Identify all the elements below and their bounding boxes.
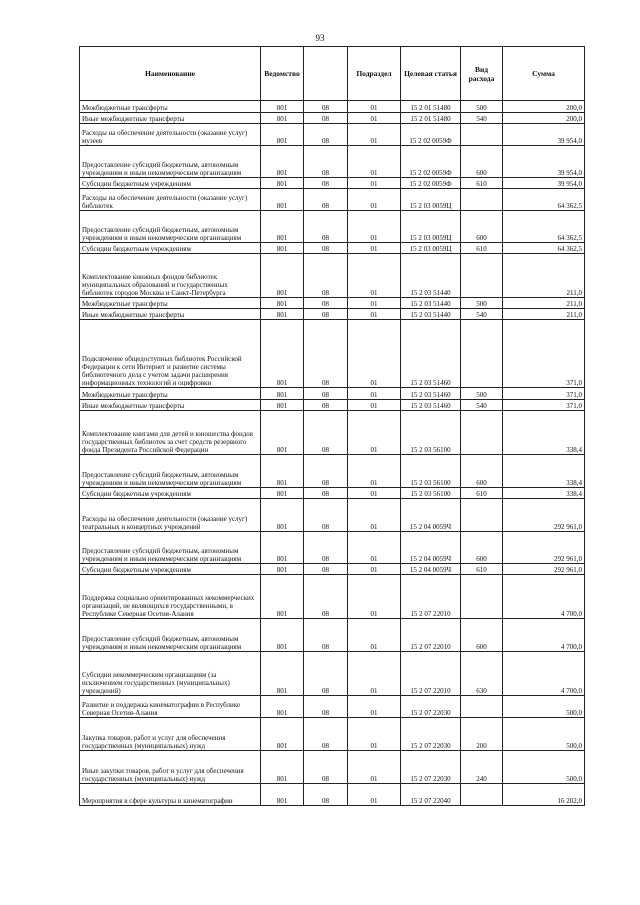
row-target: 15 2 07 22010	[401, 575, 461, 619]
row-sum: 211,0	[503, 309, 585, 320]
row-subsection: 01	[348, 243, 401, 254]
row-kind: 540	[461, 400, 503, 411]
row-department: 801	[261, 211, 304, 243]
row-subsection: 01	[348, 309, 401, 320]
row-name: Иные закупки товаров, работ и услуг для обеспечения государственных (муниципальных) нужд	[80, 751, 261, 784]
table-row	[80, 488, 585, 499]
row-department: 801	[261, 575, 304, 619]
row-department: 801	[261, 113, 304, 124]
row-subsection: 01	[348, 254, 401, 298]
page-number: 93	[315, 33, 325, 43]
row-subsection: 01	[348, 696, 401, 718]
row-target: 15 2 03 0059Ц	[401, 189, 461, 211]
row-kind	[461, 124, 503, 146]
table-body	[80, 101, 585, 806]
row-target: 15 2 07 22030	[401, 751, 461, 784]
row-name: Расходы на обеспечение деятельности (оказание услуг) театральных и концертных учреждений	[80, 499, 261, 532]
table-row	[80, 298, 585, 309]
row-kind: 610	[461, 243, 503, 254]
row-sum: 64 362,5	[503, 189, 585, 211]
table-row	[80, 113, 585, 124]
row-target: 15 2 07 22010	[401, 652, 461, 696]
row-subsection: 01	[348, 113, 401, 124]
table-row	[80, 124, 585, 146]
row-department: 801	[261, 388, 304, 400]
row-section: 08	[304, 388, 348, 400]
row-department: 801	[261, 619, 304, 652]
header-section	[304, 47, 348, 101]
row-department: 801	[261, 532, 304, 564]
header-sum: Сумма	[503, 47, 585, 101]
table-row	[80, 751, 585, 784]
row-sum: 500,0	[503, 718, 585, 751]
row-section: 08	[304, 652, 348, 696]
row-department: 801	[261, 411, 304, 455]
row-sum: 371,0	[503, 320, 585, 388]
row-kind: 500	[461, 388, 503, 400]
row-sum: 39 954,0	[503, 146, 585, 178]
budget-table	[79, 46, 585, 806]
row-subsection: 01	[348, 211, 401, 243]
row-target: 15 2 03 51460	[401, 400, 461, 411]
row-kind: 540	[461, 309, 503, 320]
row-name: Субсидии бюджетным учреждениям	[80, 178, 261, 189]
row-kind: 610	[461, 178, 503, 189]
row-sum: 4 700,0	[503, 652, 585, 696]
row-department: 801	[261, 146, 304, 178]
table-row	[80, 243, 585, 254]
row-name: Межбюджетные трансферты	[80, 388, 261, 400]
row-department: 801	[261, 784, 304, 806]
row-kind: 600	[461, 146, 503, 178]
row-subsection: 01	[348, 178, 401, 189]
row-department: 801	[261, 243, 304, 254]
row-kind: 600	[461, 211, 503, 243]
table-row	[80, 400, 585, 411]
row-kind	[461, 575, 503, 619]
row-section: 08	[304, 751, 348, 784]
row-kind: 600	[461, 532, 503, 564]
row-sum: 200,0	[503, 101, 585, 113]
row-kind: 500	[461, 101, 503, 113]
row-target: 15 2 04 0059Ч	[401, 532, 461, 564]
header-department: Ведомство	[261, 47, 304, 101]
table-row	[80, 178, 585, 189]
row-department: 801	[261, 455, 304, 488]
table-row	[80, 532, 585, 564]
row-sum: 64 362,5	[503, 243, 585, 254]
table-row	[80, 146, 585, 178]
row-subsection: 01	[348, 532, 401, 564]
row-section: 08	[304, 411, 348, 455]
row-name: Мероприятия в сфере культуры и кинематографии	[80, 784, 261, 806]
row-name: Субсидии некоммерческим организациям (за исключением государственных (муниципальных) учреждений)	[80, 652, 261, 696]
row-name: Субсидии бюджетным учреждениям	[80, 488, 261, 499]
row-name: Расходы на обеспечение деятельности (оказание услуг) библиотек	[80, 189, 261, 211]
row-name: Комплектование книжных фондов библиотек муниципальных образований и государственных библиотек городов Москвы и Санкт-Петербурга	[80, 254, 261, 298]
row-kind	[461, 499, 503, 532]
row-kind: 240	[461, 751, 503, 784]
row-section: 08	[304, 146, 348, 178]
row-name: Субсидии бюджетным учреждениям	[80, 564, 261, 575]
row-subsection: 01	[348, 499, 401, 532]
row-target: 15 2 03 56100	[401, 455, 461, 488]
row-sum: 292 961,0	[503, 499, 585, 532]
row-name: Подключение общедоступных библиотек Российской Федерации к сети Интернет и развитие системы библиотечного дела с учетом задачи расширения информационных технологий и оцифровки	[80, 320, 261, 388]
row-target: 15 2 03 0059Ц	[401, 243, 461, 254]
row-sum: 16 202,0	[503, 784, 585, 806]
row-kind: 630	[461, 652, 503, 696]
row-subsection: 01	[348, 455, 401, 488]
row-section: 08	[304, 499, 348, 532]
row-name: Комплектование книгами для детей и юношества фондов государственных библиотек за счет средств резервного фонда Президента Российской Федерации	[80, 411, 261, 455]
row-subsection: 01	[348, 718, 401, 751]
row-section: 08	[304, 564, 348, 575]
row-target: 15 2 03 56100	[401, 488, 461, 499]
table-row	[80, 320, 585, 388]
table-row	[80, 211, 585, 243]
header-kind: Вид расхода	[461, 47, 503, 101]
row-name: Иные межбюджетные трансферты	[80, 309, 261, 320]
row-sum: 4 700,0	[503, 619, 585, 652]
row-kind: 610	[461, 564, 503, 575]
row-department: 801	[261, 488, 304, 499]
row-target: 15 2 03 0059Ц	[401, 211, 461, 243]
row-target: 15 2 03 51460	[401, 320, 461, 388]
row-sum: 371,0	[503, 400, 585, 411]
row-section: 08	[304, 784, 348, 806]
row-sum: 338,4	[503, 455, 585, 488]
row-subsection: 01	[348, 784, 401, 806]
row-subsection: 01	[348, 619, 401, 652]
row-name: Предоставление субсидий бюджетным, автономным учреждениям и иным некоммерческим организациям	[80, 619, 261, 652]
table-row	[80, 254, 585, 298]
row-subsection: 01	[348, 146, 401, 178]
row-section: 08	[304, 309, 348, 320]
row-subsection: 01	[348, 488, 401, 499]
row-section: 08	[304, 455, 348, 488]
row-department: 801	[261, 751, 304, 784]
row-target: 15 2 03 51440	[401, 298, 461, 309]
row-name: Закупка товаров, работ и услуг для обеспечения государственных (муниципальных) нужд	[80, 718, 261, 751]
row-kind	[461, 189, 503, 211]
header-target: Целевая статья	[401, 47, 461, 101]
row-target: 15 2 03 51460	[401, 388, 461, 400]
row-kind	[461, 411, 503, 455]
row-sum: 338,4	[503, 411, 585, 455]
table-row	[80, 696, 585, 718]
row-subsection: 01	[348, 411, 401, 455]
row-department: 801	[261, 718, 304, 751]
table-row	[80, 575, 585, 619]
row-sum: 292 961,0	[503, 532, 585, 564]
row-department: 801	[261, 400, 304, 411]
row-sum: 4 700,0	[503, 575, 585, 619]
row-section: 08	[304, 488, 348, 499]
row-section: 08	[304, 619, 348, 652]
row-subsection: 01	[348, 564, 401, 575]
row-kind: 540	[461, 113, 503, 124]
row-target: 15 2 07 22030	[401, 718, 461, 751]
row-kind: 500	[461, 298, 503, 309]
table-row	[80, 455, 585, 488]
row-target: 15 2 07 22040	[401, 784, 461, 806]
row-name: Поддержка социально ориентированных некоммерческих организаций, не являющихся государственными, в Республике Северная Осетия-Алания	[80, 575, 261, 619]
row-department: 801	[261, 254, 304, 298]
row-section: 08	[304, 178, 348, 189]
row-subsection: 01	[348, 575, 401, 619]
row-name: Расходы на обеспечение деятельности (оказание услуг) музеев	[80, 124, 261, 146]
row-sum: 500,0	[503, 696, 585, 718]
table-header-row	[80, 47, 585, 101]
row-name: Межбюджетные трансферты	[80, 101, 261, 113]
row-name: Иные межбюджетные трансферты	[80, 113, 261, 124]
row-department: 801	[261, 124, 304, 146]
row-sum: 500,0	[503, 751, 585, 784]
row-kind: 610	[461, 488, 503, 499]
table-row	[80, 619, 585, 652]
row-sum: 211,0	[503, 298, 585, 309]
table-row	[80, 564, 585, 575]
row-section: 08	[304, 575, 348, 619]
row-department: 801	[261, 178, 304, 189]
row-kind: 600	[461, 455, 503, 488]
row-sum: 39 954,0	[503, 124, 585, 146]
row-department: 801	[261, 189, 304, 211]
row-department: 801	[261, 499, 304, 532]
table-row	[80, 499, 585, 532]
row-sum: 39 954,0	[503, 178, 585, 189]
table-row	[80, 411, 585, 455]
row-kind	[461, 784, 503, 806]
row-kind	[461, 320, 503, 388]
row-name: Предоставление субсидий бюджетным, автономным учреждениям и иным некоммерческим организациям	[80, 455, 261, 488]
row-target: 15 2 01 51480	[401, 113, 461, 124]
row-sum: 211,0	[503, 254, 585, 298]
row-sum: 292 961,0	[503, 564, 585, 575]
row-kind: 600	[461, 619, 503, 652]
row-subsection: 01	[348, 400, 401, 411]
row-name: Развитие и поддержка кинематографии в Республике Северная Осетия-Алания	[80, 696, 261, 718]
row-name: Субсидии бюджетным учреждениям	[80, 243, 261, 254]
row-section: 08	[304, 101, 348, 113]
table-row	[80, 652, 585, 696]
row-subsection: 01	[348, 101, 401, 113]
row-subsection: 01	[348, 298, 401, 309]
row-section: 08	[304, 211, 348, 243]
row-name: Иные межбюджетные трансферты	[80, 400, 261, 411]
table-row	[80, 718, 585, 751]
row-sum: 338,4	[503, 488, 585, 499]
row-section: 08	[304, 113, 348, 124]
row-kind	[461, 254, 503, 298]
row-target: 15 2 04 0059Ч	[401, 499, 461, 532]
row-section: 08	[304, 718, 348, 751]
row-sum: 200,0	[503, 113, 585, 124]
row-department: 801	[261, 696, 304, 718]
row-target: 15 2 07 22010	[401, 619, 461, 652]
row-name: Предоставление субсидий бюджетным, автономным учреждениям и иным некоммерческим организациям	[80, 532, 261, 564]
row-target: 15 2 04 0059Ч	[401, 564, 461, 575]
row-kind	[461, 696, 503, 718]
row-section: 08	[304, 189, 348, 211]
table-row	[80, 784, 585, 806]
row-sum: 371,0	[503, 388, 585, 400]
row-sum: 64 362,5	[503, 211, 585, 243]
table-row	[80, 309, 585, 320]
table-row	[80, 101, 585, 113]
row-target: 15 2 03 56100	[401, 411, 461, 455]
row-section: 08	[304, 124, 348, 146]
row-subsection: 01	[348, 320, 401, 388]
row-target: 15 2 02 0059Ф	[401, 124, 461, 146]
row-target: 15 2 02 0059Ф	[401, 178, 461, 189]
row-subsection: 01	[348, 189, 401, 211]
row-department: 801	[261, 652, 304, 696]
row-department: 801	[261, 320, 304, 388]
row-target: 15 2 07 22030	[401, 696, 461, 718]
row-section: 08	[304, 298, 348, 309]
row-target: 15 2 02 0059Ф	[401, 146, 461, 178]
row-name: Предоставление субсидий бюджетным, автономным учреждениям и иным некоммерческим организациям	[80, 146, 261, 178]
row-target: 15 2 03 51440	[401, 309, 461, 320]
row-name: Межбюджетные трансферты	[80, 298, 261, 309]
row-subsection: 01	[348, 751, 401, 784]
row-subsection: 01	[348, 124, 401, 146]
row-department: 801	[261, 298, 304, 309]
row-kind: 200	[461, 718, 503, 751]
row-section: 08	[304, 400, 348, 411]
row-department: 801	[261, 101, 304, 113]
row-department: 801	[261, 564, 304, 575]
row-section: 08	[304, 254, 348, 298]
row-subsection: 01	[348, 388, 401, 400]
table-row	[80, 189, 585, 211]
header-name: Наименование	[80, 47, 261, 101]
row-subsection: 01	[348, 652, 401, 696]
row-department: 801	[261, 309, 304, 320]
row-name: Предоставление субсидий бюджетным, автономным учреждениям и иным некоммерческим организациям	[80, 211, 261, 243]
row-target: 15 2 01 51480	[401, 101, 461, 113]
header-subsection: Подраздел	[348, 47, 401, 101]
row-section: 08	[304, 532, 348, 564]
table-row	[80, 388, 585, 400]
row-section: 08	[304, 320, 348, 388]
row-section: 08	[304, 243, 348, 254]
row-target: 15 2 03 51440	[401, 254, 461, 298]
row-section: 08	[304, 696, 348, 718]
